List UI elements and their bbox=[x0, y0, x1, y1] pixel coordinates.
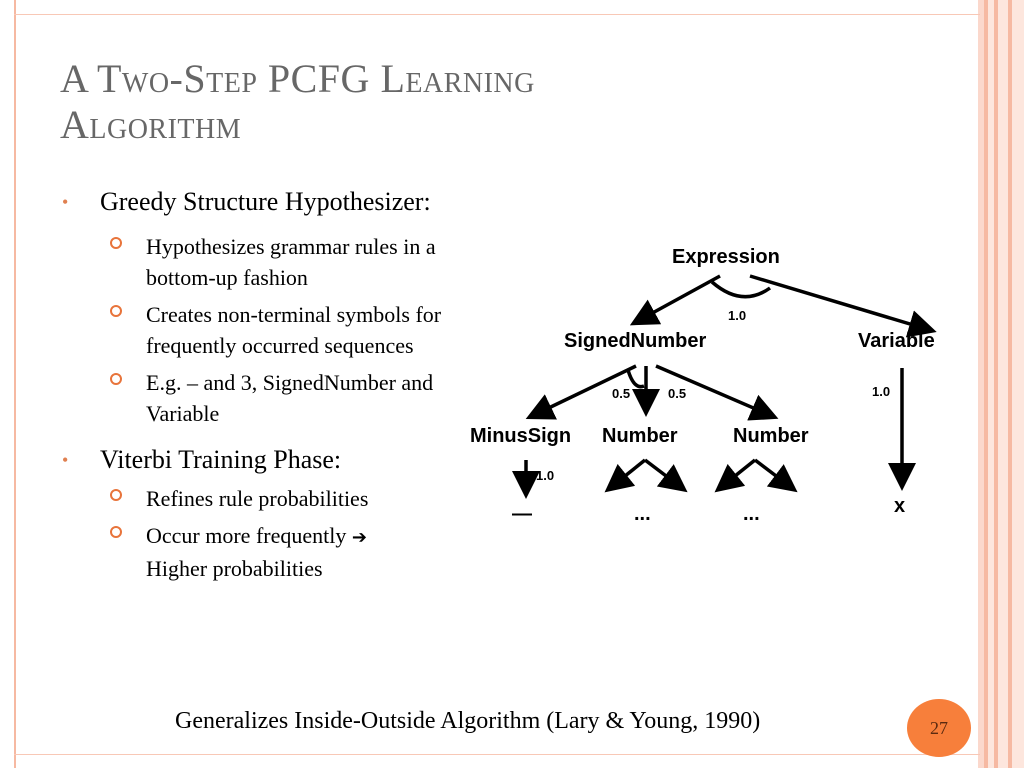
node-expression: Expression bbox=[672, 246, 780, 268]
leaf-ellipsis: ... bbox=[743, 503, 760, 525]
ring-bullet-icon bbox=[110, 489, 122, 501]
leaf-ellipsis: ... bbox=[634, 503, 651, 525]
page-number-badge: 27 bbox=[907, 699, 971, 757]
edge-arrow bbox=[720, 460, 755, 488]
parse-tree-diagram bbox=[460, 230, 960, 530]
sub-bullet-item bbox=[58, 520, 458, 584]
prob-label: 1.0 bbox=[728, 308, 747, 323]
edge-arrow bbox=[610, 460, 645, 488]
node-minussign: MinusSign bbox=[470, 425, 572, 447]
ring-bullet-icon bbox=[110, 305, 122, 317]
decor-top-border bbox=[14, 14, 980, 15]
sub-bullet-item bbox=[58, 483, 458, 514]
decor-stripe bbox=[1012, 0, 1024, 768]
prob-label: 1.0 bbox=[872, 384, 891, 399]
sub-bullet-text: Hypothesizes grammar rules in a bottom-up fashion bbox=[146, 234, 436, 290]
and-arc bbox=[628, 370, 644, 387]
sub-bullet-item bbox=[58, 231, 458, 293]
sub-bullet-text: Higher probabilities bbox=[146, 556, 323, 581]
bullet-dot-icon: • bbox=[62, 450, 69, 470]
slide-title: A Two-Step PCFG Learning Algorithm bbox=[60, 56, 535, 147]
edge-arrow bbox=[636, 276, 720, 322]
edge-arrow bbox=[755, 460, 792, 488]
decor-stripe bbox=[998, 0, 1008, 768]
leaf-x: x bbox=[894, 495, 906, 517]
decor-bottom-border bbox=[14, 754, 980, 755]
sub-bullet-text: Creates non-terminal symbols for frequently occurred sequences bbox=[146, 302, 442, 358]
footer-note: Generalizes Inside-Outside Algorithm (Lary & Young, 1990) bbox=[175, 708, 761, 734]
sub-bullet-text: Occur more frequently bbox=[146, 523, 347, 548]
decor-left-border bbox=[14, 0, 16, 768]
ring-bullet-icon bbox=[110, 373, 122, 385]
right-arrow-icon: ➔ bbox=[351, 527, 367, 548]
prob-label: 0.5 bbox=[612, 386, 631, 401]
sub-bullet-item bbox=[58, 299, 458, 361]
node-signednumber: SignedNumber bbox=[564, 330, 707, 352]
node-number: Number bbox=[733, 425, 809, 447]
bullet-dot-icon: • bbox=[62, 192, 69, 212]
edge-arrow bbox=[750, 276, 930, 330]
bullet-item bbox=[58, 443, 458, 477]
node-variable: Variable bbox=[858, 330, 935, 352]
bullet-text: Greedy Structure Hypothesizer: bbox=[100, 187, 431, 216]
edge-arrow bbox=[645, 460, 682, 488]
leaf-minus: — bbox=[512, 503, 532, 525]
bullet-text: Viterbi Training Phase: bbox=[100, 445, 342, 474]
sub-bullet-text: Refines rule probabilities bbox=[146, 486, 369, 511]
bullet-list bbox=[58, 185, 458, 590]
ring-bullet-icon bbox=[110, 526, 122, 538]
ring-bullet-icon bbox=[110, 237, 122, 249]
prob-label: 0.5 bbox=[668, 386, 687, 401]
node-number: Number bbox=[602, 425, 678, 447]
prob-label: 1.0 bbox=[536, 468, 555, 483]
sub-bullet-text: E.g. – and 3, SignedNumber and Variable bbox=[146, 370, 434, 426]
and-arc bbox=[712, 282, 770, 297]
sub-bullet-item bbox=[58, 367, 458, 429]
bullet-item bbox=[58, 185, 458, 219]
